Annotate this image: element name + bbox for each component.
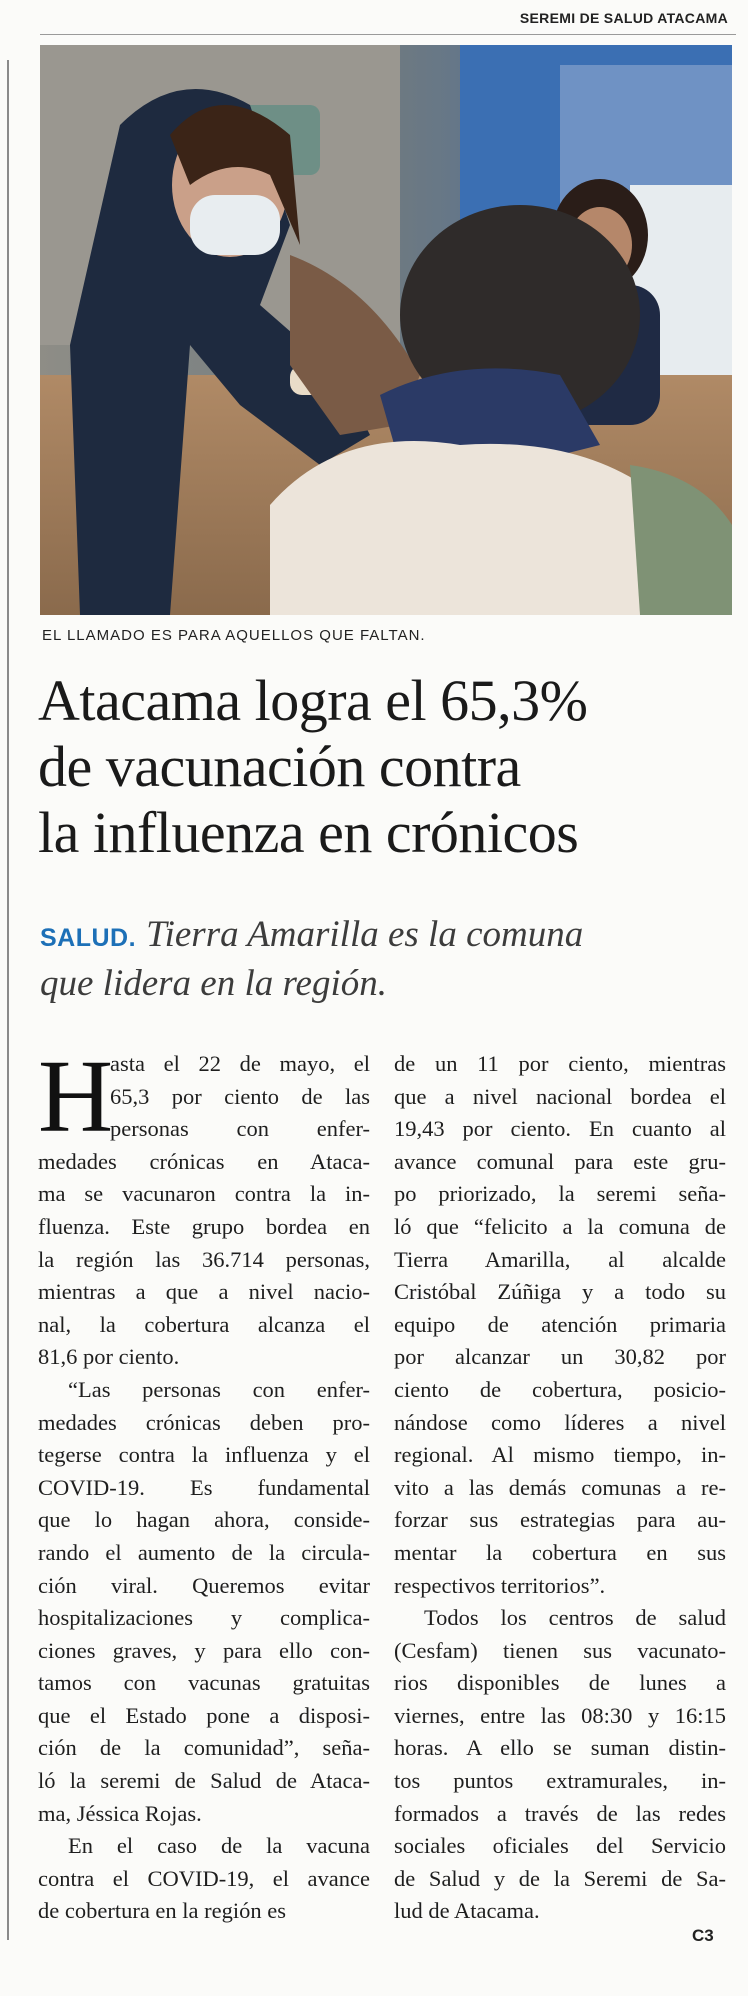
- body-column-1: [38, 1039, 370, 1928]
- body-text-line: 65,3 por ciento de las: [110, 1083, 370, 1109]
- body-text-line: hospitalizaciones y complica-: [38, 1605, 370, 1631]
- body-text-line: Cristóbal Zúñiga y a todo su: [394, 1279, 726, 1305]
- body-text-line: personas con enfer-: [110, 1116, 370, 1142]
- headline-line: Atacama logra el 65,3%: [38, 668, 588, 733]
- headline-line: la influenza en crónicos: [38, 800, 579, 865]
- body-text-line: formados a través de las redes: [394, 1800, 726, 1826]
- body-text-line: viernes, entre las 08:30 y 16:15: [394, 1702, 726, 1728]
- body-text-line: ciones graves, y para ello con-: [38, 1637, 370, 1663]
- body-text-line: 81,6 por ciento.: [38, 1344, 180, 1370]
- body-text-line: respectivos territorios”.: [394, 1572, 606, 1598]
- body-text-line: de Salud y de la Seremi de Sa-: [394, 1865, 726, 1891]
- deck-line: [40, 912, 740, 961]
- body-text-line: sociales oficiales del Servicio: [394, 1833, 726, 1859]
- body-text-line: de un 11 por ciento, mientras: [394, 1051, 726, 1076]
- body-text-line: contra el COVID-19, el avance: [38, 1865, 370, 1891]
- body-text-line: asta el 22 de mayo, el: [110, 1051, 370, 1076]
- body-text-line: lud de Atacama.: [394, 1898, 540, 1924]
- body-text-line: que el Estado pone a disposi-: [38, 1702, 370, 1728]
- body-text-line: En el caso de la vacuna: [68, 1833, 370, 1859]
- body-text-line: Tierra Amarilla, al alcalde: [394, 1246, 726, 1272]
- body-text-line: “Las personas con enfer-: [68, 1376, 370, 1402]
- body-text-line: medades crónicas en Ataca-: [38, 1148, 370, 1174]
- headline: [38, 668, 738, 866]
- body-text-line: nal, la cobertura alcanza el: [38, 1311, 370, 1337]
- body-text-line: nándose como líderes a nivel: [394, 1409, 726, 1435]
- body-text-line: ción de la comunidad”, seña-: [38, 1735, 370, 1761]
- body-text-line: la región las 36.714 personas,: [38, 1246, 370, 1272]
- body-text-line: COVID-19. Es fundamental: [38, 1474, 370, 1500]
- headline-line: de vacunación contra: [38, 734, 521, 799]
- photo-caption: EL LLAMADO ES PARA AQUELLOS QUE FALTAN.: [42, 627, 426, 644]
- body-text-line: que a nivel nacional bordea el: [394, 1083, 726, 1109]
- body-text-line: ción viral. Queremos evitar: [38, 1572, 370, 1598]
- body-text-line: tegerse contra la influenza y el: [38, 1442, 370, 1468]
- section-tag: SALUD.: [40, 924, 137, 952]
- body-text-line: ma, Jéssica Rojas.: [38, 1800, 202, 1826]
- body-text-line: mentar la cobertura en sus: [394, 1539, 726, 1565]
- body-text-line: de cobertura en la región es: [38, 1898, 287, 1924]
- vaccination-photo-image: [40, 45, 732, 615]
- body-text-line: mientras a que a nivel nacio-: [38, 1279, 370, 1305]
- body-text-line: tamos con vacunas gratuitas: [38, 1670, 370, 1696]
- deck-line: que lidera en la región.: [40, 963, 387, 1004]
- body-text-line: ma se vacunaron contra la in-: [38, 1181, 370, 1207]
- body-column-2: [394, 1048, 726, 1928]
- body-text-line: Todos los centros de salud: [424, 1605, 726, 1631]
- header-rule: [40, 34, 736, 35]
- deck-text: Tierra Amarilla es la comuna: [146, 914, 584, 955]
- body-text-line: regional. Al mismo tiempo, in-: [394, 1442, 726, 1468]
- body-text-line: forzar sus estrategias para au-: [394, 1507, 726, 1533]
- body-text-line: (Cesfam) tienen sus vacunato-: [394, 1637, 726, 1663]
- article-photo: [40, 45, 732, 615]
- body-text-line: avance comunal para este gru-: [394, 1148, 726, 1174]
- body-text-line: ló que “felicito a la comuna de: [394, 1213, 726, 1239]
- body-text-line: que lo hagan ahora, conside-: [38, 1507, 370, 1533]
- deck: [40, 912, 740, 1007]
- body-text-line: 19,43 por ciento. En cuanto al: [394, 1116, 726, 1142]
- body-text-line: fluenza. Este grupo bordea en: [38, 1213, 370, 1239]
- body-text-line: medades crónicas deben pro-: [38, 1409, 370, 1435]
- body-text-line: por alcanzar un 30,82 por: [394, 1344, 726, 1370]
- body-text-line: rios disponibles de lunes a: [394, 1670, 726, 1696]
- drop-cap: H: [38, 1039, 114, 1154]
- end-mark: C3: [692, 1926, 714, 1945]
- body-text-line: rando el aumento de la circula-: [38, 1539, 370, 1565]
- body-text-line: tos puntos extramurales, in-: [394, 1768, 726, 1794]
- section-kicker: SEREMI DE SALUD ATACAMA: [519, 10, 728, 26]
- body-text-line: vito a las demás comunas a re-: [394, 1474, 726, 1500]
- body-text-line: ciento de cobertura, posicio-: [394, 1376, 726, 1402]
- body-text-line: equipo de atención primaria: [394, 1311, 726, 1337]
- body-text-line: horas. A ello se suman distin-: [394, 1735, 726, 1761]
- body-text-line: po priorizado, la seremi seña-: [394, 1181, 726, 1207]
- body-text-line: ló la seremi de Salud de Ataca-: [38, 1768, 370, 1794]
- left-column-rule: [7, 60, 9, 1940]
